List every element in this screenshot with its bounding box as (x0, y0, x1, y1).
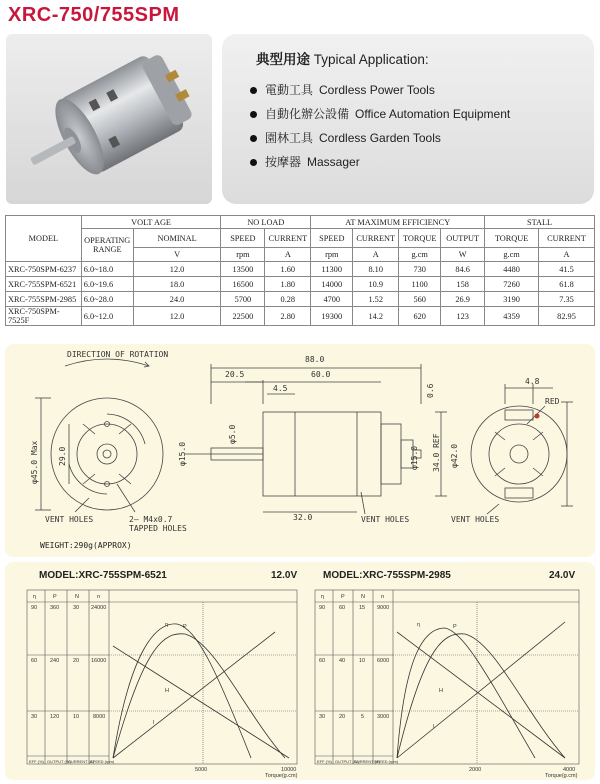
axis-tick: 40 (339, 658, 346, 664)
axis-unit: SPEED (rpm) (374, 759, 399, 764)
axis-col-label: η (321, 594, 325, 600)
header-torque: TORQUE (399, 229, 441, 248)
cell-st-torque: 7260 (485, 277, 539, 292)
cell-nl-speed: 22500 (221, 307, 265, 326)
performance-chart-2985 (315, 590, 579, 779)
cell-st-current: 41.5 (539, 262, 595, 277)
cell-range: 6.0~12.0 (81, 307, 133, 326)
cell-st-current: 82.95 (539, 307, 595, 326)
cell-st-current: 7.35 (539, 292, 595, 307)
label-i: I (433, 724, 435, 730)
cell-nominal: 12.0 (133, 307, 221, 326)
axis-tick: 240 (50, 658, 60, 664)
header-nominal: NOMINAL (133, 229, 221, 248)
axis-tick: 15 (359, 605, 366, 611)
application-panel (222, 34, 594, 204)
cell-me-speed: 19300 (311, 307, 353, 326)
unit-a: A (353, 248, 399, 262)
axis-tick: 5 (361, 714, 365, 720)
dim-phi45-max: φ45.0 Max (30, 440, 39, 484)
spec-table (5, 215, 595, 326)
header-voltage: VOLT AGE (81, 216, 221, 229)
dim-total-length: 88.0 (305, 355, 325, 364)
axis-tick: 10 (73, 714, 80, 720)
dim-60-0: 60.0 (311, 370, 331, 379)
cell-me-current: 10.9 (353, 277, 399, 292)
cell-me-speed: 4700 (311, 292, 353, 307)
axis-tick: 3000 (377, 714, 390, 720)
axis-col-label: N (75, 594, 79, 600)
dim-phi15b: φ15.0 (410, 445, 419, 470)
axis-tick: 90 (31, 605, 38, 611)
cell-me-speed: 11300 (311, 262, 353, 277)
cell-nominal: 18.0 (133, 277, 221, 292)
cell-st-current: 61.8 (539, 277, 595, 292)
x-tick: 5000 (195, 767, 208, 773)
application-item (250, 150, 594, 174)
header-noload: NO LOAD (221, 216, 311, 229)
cell-model: XRC-755SPM-6521 (6, 277, 82, 292)
axis-tick: 60 (31, 658, 38, 664)
dim-phi15: φ15.0 (178, 441, 187, 466)
vent-holes-label: VENT HOLES (451, 515, 500, 524)
x-tick: 4000 (563, 767, 576, 773)
label-h: H (439, 688, 443, 694)
application-heading (256, 48, 594, 68)
dim-phi5: φ5.0 (228, 424, 237, 444)
application-item-cn: 園林工具 (265, 131, 314, 145)
dim-29: 29.0 (58, 446, 67, 466)
header-speed: SPEED (311, 229, 353, 248)
axis-tick: 24000 (91, 605, 107, 611)
application-item-en: Office Automation Equipment (355, 107, 511, 121)
axis-tick: 60 (339, 605, 346, 611)
cell-range: 6.0~18.0 (81, 262, 133, 277)
header-speed: SPEED (221, 229, 265, 248)
application-item (250, 102, 594, 126)
table-row (6, 292, 595, 307)
dimension-svg (5, 344, 595, 557)
cell-nominal: 12.0 (133, 262, 221, 277)
bullet-icon (250, 159, 257, 166)
application-item (250, 126, 594, 150)
application-item-en: Massager (307, 155, 360, 169)
header-stall: STALL (485, 216, 595, 229)
application-item (250, 78, 594, 102)
dim-32: 32.0 (293, 513, 313, 522)
axis-col-label: P (341, 594, 345, 600)
motor-image (6, 34, 212, 204)
cell-model: XRC-750SPM-6237 (6, 262, 82, 277)
performance-curves (5, 562, 595, 780)
cell-st-torque: 3190 (485, 292, 539, 307)
header-model: MODEL (6, 216, 82, 262)
cell-nl-current: 0.28 (265, 292, 311, 307)
red-terminal-icon (535, 414, 540, 419)
cell-range: 6.0~19.6 (81, 277, 133, 292)
axis-col-label: n (97, 594, 101, 600)
axis-tick: 16000 (91, 658, 107, 664)
cell-nl-current: 2.80 (265, 307, 311, 326)
unit-gcm: g.cm (485, 248, 539, 262)
cell-me-output: 123 (441, 307, 485, 326)
unit-rpm: rpm (311, 248, 353, 262)
application-heading-en: Typical Application: (313, 52, 429, 67)
axis-tick: 20 (339, 714, 346, 720)
weight-label: WEIGHT:290g(APPROX) (40, 541, 132, 550)
cell-me-torque: 730 (399, 262, 441, 277)
dim-4-8: 4.8 (525, 377, 540, 386)
application-item-en: Cordless Garden Tools (319, 131, 441, 145)
cell-me-speed: 14000 (311, 277, 353, 292)
table-row (6, 277, 595, 292)
curve-voltage-1: 12.0V (271, 570, 298, 581)
curve-model-1: MODEL:XRC-755SPM-6521 (39, 570, 167, 581)
cell-me-torque: 560 (399, 292, 441, 307)
tapped-holes-spec: 2— M4x0.7 (129, 515, 173, 524)
application-item-en: Cordless Power Tools (319, 83, 435, 97)
unit-gcm: g.cm (399, 248, 441, 262)
axis-unit: OUTPUT (W) (335, 759, 359, 764)
axis-unit: CURRENT (A) (354, 759, 380, 764)
axis-tick: 120 (50, 714, 60, 720)
cell-nl-current: 1.60 (265, 262, 311, 277)
cell-nl-current: 1.80 (265, 277, 311, 292)
x-axis-label: Torque(g.cm) (545, 773, 578, 779)
x-tick: 10000 (281, 767, 297, 773)
cell-nl-speed: 5700 (221, 292, 265, 307)
cell-me-current: 8.10 (353, 262, 399, 277)
axis-col-label: N (361, 594, 365, 600)
header-max-efficiency: AT MAXIMUM EFFICIENCY (311, 216, 485, 229)
cell-model: XRC-755SPM-2985 (6, 292, 82, 307)
cell-me-output: 158 (441, 277, 485, 292)
unit-a: A (265, 248, 311, 262)
curves-svg (5, 562, 595, 780)
dim-20-5: 20.5 (225, 370, 245, 379)
axis-col-label: P (53, 594, 57, 600)
axis-tick: 10 (359, 658, 366, 664)
bullet-icon (250, 87, 257, 94)
vent-holes-label: VENT HOLES (45, 515, 94, 524)
cell-st-torque: 4359 (485, 307, 539, 326)
axis-tick: 360 (50, 605, 60, 611)
dim-34-ref: 34.0 REF (432, 433, 441, 472)
page-title: XRC-750/755SPM (8, 4, 180, 26)
axis-tick: 30 (31, 714, 38, 720)
header-current: CURRENT (265, 229, 311, 248)
tapped-holes-label: TAPPED HOLES (129, 524, 187, 533)
cell-nominal: 24.0 (133, 292, 221, 307)
cell-me-output: 26.9 (441, 292, 485, 307)
axis-unit: OUTPUT (W) (47, 759, 71, 764)
header-current: CURRENT (539, 229, 595, 248)
axis-tick: 9000 (377, 605, 390, 611)
header-torque: TORQUE (485, 229, 539, 248)
axis-tick: 20 (73, 658, 80, 664)
dim-phi42: φ42.0 (450, 443, 459, 468)
label-h: H (165, 688, 169, 694)
axis-unit: SPEED (rpm) (90, 759, 115, 764)
unit-w: W (441, 248, 485, 262)
label-p: P (453, 624, 457, 630)
application-item-cn: 按摩器 (265, 155, 302, 169)
cell-me-torque: 620 (399, 307, 441, 326)
axis-tick: 8000 (93, 714, 106, 720)
x-tick: 2000 (469, 767, 482, 773)
axis-unit: EFF (%) (29, 759, 44, 764)
table-row (6, 307, 595, 326)
dimension-drawing (5, 344, 595, 557)
table-row (6, 262, 595, 277)
cell-me-output: 84.6 (441, 262, 485, 277)
header-operating-range: OPERATING RANGE (81, 229, 133, 262)
cell-range: 6.0~28.0 (81, 292, 133, 307)
unit-rpm: rpm (221, 248, 265, 262)
application-item-cn: 電動工具 (265, 83, 314, 97)
performance-chart-6521 (27, 590, 298, 779)
direction-label: DIRECTION OF ROTATION (67, 350, 169, 359)
label-eta: η (417, 622, 421, 628)
axis-tick: 30 (73, 605, 80, 611)
axis-tick: 30 (319, 714, 326, 720)
x-axis-label: Torque(g.cm) (265, 773, 298, 779)
cell-me-torque: 1100 (399, 277, 441, 292)
application-item-cn: 自動化辦公設備 (265, 107, 350, 121)
axis-unit: CURRENT (A) (68, 759, 94, 764)
red-label: RED (545, 397, 560, 406)
cell-me-current: 1.52 (353, 292, 399, 307)
axis-col-label: η (33, 594, 37, 600)
label-eta: η (165, 622, 169, 628)
cell-me-current: 14.2 (353, 307, 399, 326)
axis-tick: 6000 (377, 658, 390, 664)
dim-4-5: 4.5 (273, 384, 288, 393)
label-i: I (153, 720, 155, 726)
curve-model-2: MODEL:XRC-755SPM-2985 (323, 570, 451, 581)
dim-0-6: 0.6 (426, 383, 435, 398)
curve-voltage-2: 24.0V (549, 570, 576, 581)
header-current: CURRENT (353, 229, 399, 248)
bullet-icon (250, 135, 257, 142)
axis-unit: EFF (%) (317, 759, 332, 764)
header-output: OUTPUT (441, 229, 485, 248)
application-heading-cn: 典型用途 (256, 52, 310, 68)
motor-photo (6, 34, 212, 204)
vent-holes-label: VENT HOLES (361, 515, 410, 524)
bullet-icon (250, 111, 257, 118)
axis-col-label: n (381, 594, 385, 600)
cell-nl-speed: 13500 (221, 262, 265, 277)
unit-v: V (133, 248, 221, 262)
cell-nl-speed: 16500 (221, 277, 265, 292)
unit-a: A (539, 248, 595, 262)
cell-model: XRC-750SPM-7525F (6, 307, 82, 326)
axis-tick: 60 (319, 658, 326, 664)
axis-tick: 90 (319, 605, 326, 611)
label-p: P (183, 624, 187, 630)
cell-st-torque: 4480 (485, 262, 539, 277)
